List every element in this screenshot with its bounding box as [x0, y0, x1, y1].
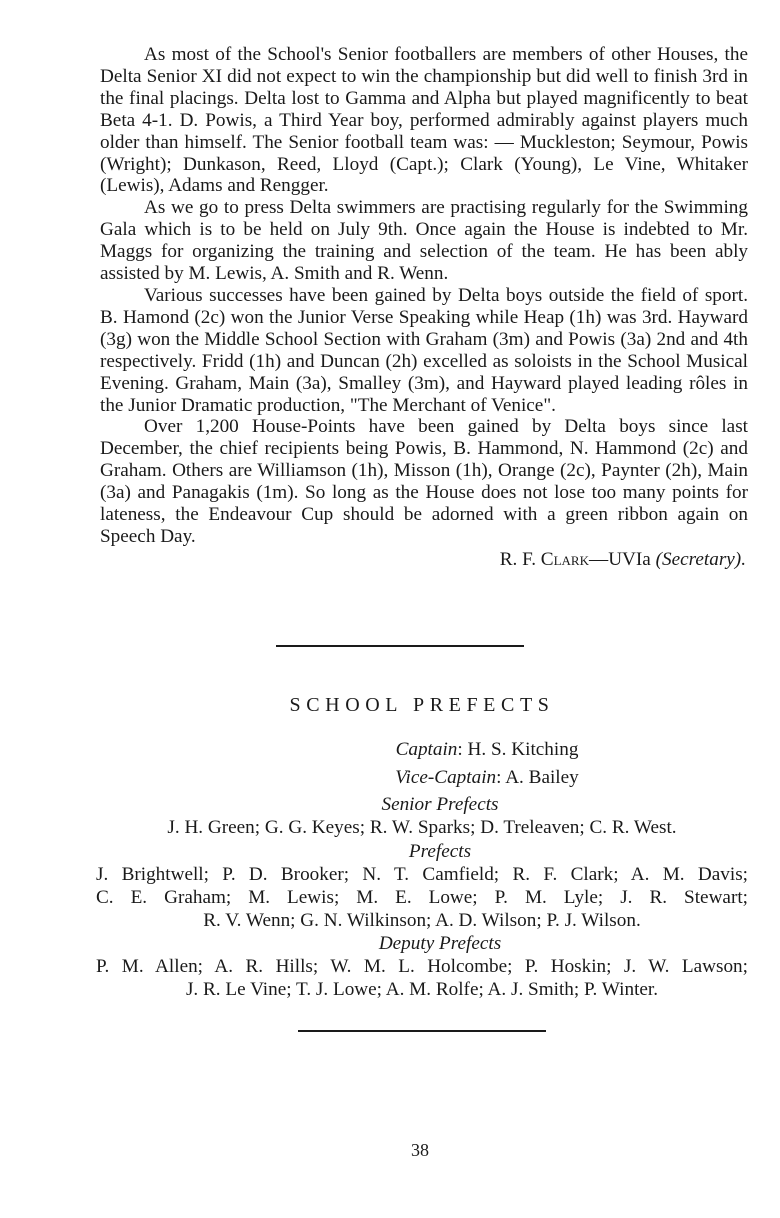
- senior-prefects-line: J. H. Green; G. G. Keyes; R. W. Sparks; D. Treleaven; C. R. West.: [167, 817, 677, 839]
- vice-captain-name: A. Bailey: [505, 767, 579, 789]
- captain-role: Captain: [395, 739, 458, 760]
- signature-form: —UVIa: [589, 548, 651, 570]
- divider-bottom: [298, 1030, 546, 1032]
- prefects-line: C. E. Graham; M. Lewis; M. E. Lowe; P. M. Lyle; J. R. Stewart;: [96, 886, 748, 908]
- vice-captain-line: Vice-Captain: A. Bailey: [395, 767, 579, 789]
- page-number: 38: [411, 1140, 429, 1160]
- prefects-list: [96, 738, 748, 1002]
- paragraph-successes: Various successes have been gained by Delta boys outside the field of sport. B. Hamond (2c) won the Junior Verse Speaking while Heap (1h) was 3rd. Hayward (3g) won the Middle School Section with Graham (3m) and Powis (3a) 2nd and 4th respectively. Fridd (1h) and Duncan (2h) excelled as soloists in the School Musical Evening. Graham, Main (3a), Smalley (3m), and Hayward played leading rôles in the Junior Dramatic production, "The Merchant of Venice".: [100, 284, 748, 416]
- senior-prefects-title: Senior Prefects: [381, 794, 499, 816]
- signature: [100, 549, 748, 571]
- captain-name: H. S. Kitching: [467, 739, 579, 760]
- prefects-title: Prefects: [408, 840, 472, 862]
- vice-captain-role: Vice-Captain: [395, 767, 497, 789]
- section-heading: SCHOOL PREFECTS: [289, 694, 555, 716]
- deputy-prefects-title: Deputy Prefects: [378, 933, 502, 955]
- paragraph-house-points: Over 1,200 House-Points have been gained by Delta boys since last December, the chief recipients being Powis, B. Hammond, N. Hammond (2c) and Graham. Others are Williamson (1h), Misson (1h), Orange (2c), Paynter (2h), Main (3a) and Panagakis (1m). So long as the House does not lose too many points for lateness, the Endeavour Cup should be adorned with a green ribbon again on Speech Day.: [100, 416, 748, 547]
- paragraph-football: As most of the School's Senior footballers are members of other Houses, the Delta Senior XI did not expect to win the championship but did well to finish 3rd in the final placings. Delta lost to Gamma and Alpha but played magnificently to beat Beta 4-1. D. Powis, a Third Year boy, performed admirably against players much older than himself. The Senior football team was: — Muckleston; Seymour, Powis (Wright); Dunkason, Reed, Lloyd (Capt.); Clark (Young), Le Vine, Whitaker (Lewis), Adams and Rengger.: [100, 44, 748, 197]
- captain-line: Captain: H. S. Kitching: [395, 739, 579, 760]
- article-body: [100, 44, 748, 571]
- divider-top: [276, 645, 524, 647]
- deputy-prefects-line: P. M. Allen; A. R. Hills; W. M. L. Holcombe; P. Hoskin; J. W. Lawson;: [96, 956, 748, 978]
- signature-role: (Secretary).: [655, 548, 746, 570]
- deputy-prefects-line: J. R. Le Vine; T. J. Lowe; A. M. Rolfe; A. J. Smith; P. Winter.: [185, 979, 659, 1001]
- prefects-line: R. V. Wenn; G. N. Wilkinson; A. D. Wilson; P. J. Wilson.: [203, 910, 641, 932]
- prefects-line: J. Brightwell; P. D. Brooker; N. T. Camfield; R. F. Clark; A. M. Davis;: [96, 863, 748, 885]
- paragraph-swimming: As we go to press Delta swimmers are practising regularly for the Swimming Gala which is to be held on July 9th. Once again the House is indebted to Mr. Maggs for organizing the training and selection of the team. He has been ably assisted by M. Lewis, A. Smith and R. Wenn.: [100, 197, 748, 285]
- signature-name: R. F. Clark: [499, 548, 589, 570]
